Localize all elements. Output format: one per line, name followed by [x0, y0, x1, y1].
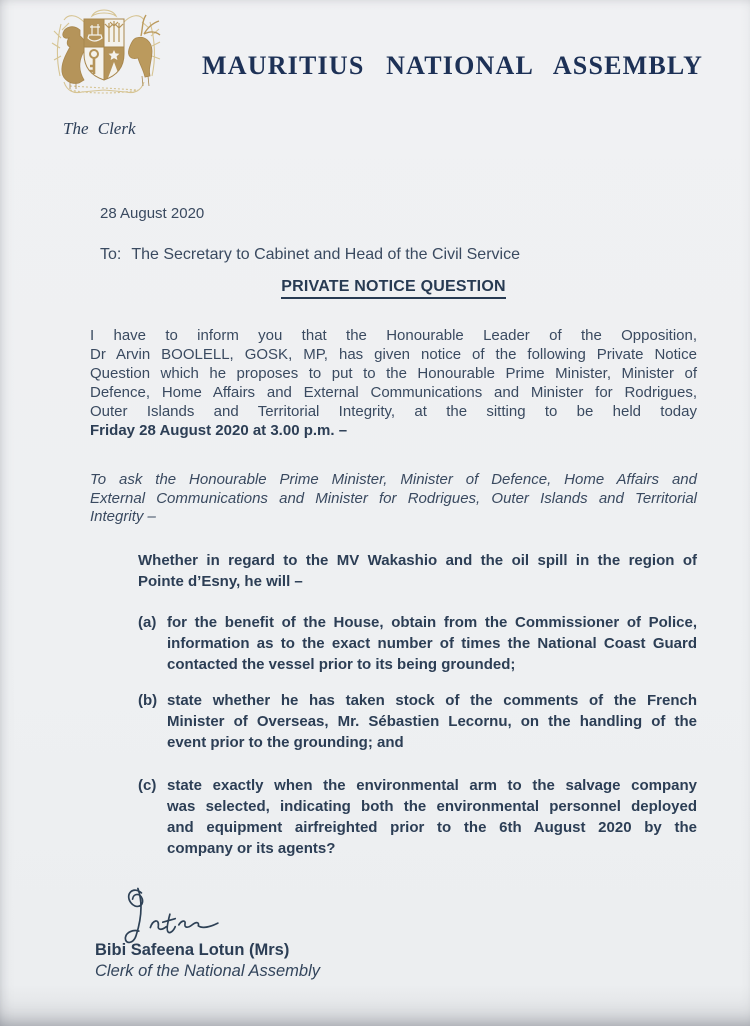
intro-line: Question which he proposes to put to the Honourable Prime Minister, Minister of	[90, 365, 697, 382]
intro-line: Dr Arvin BOOLELL, GOSK, MP, has given notice of the following Private Notice	[90, 346, 697, 363]
question-item-b	[138, 690, 697, 753]
question-lead	[138, 550, 697, 592]
sitting-datetime: Friday 28 August 2020 at 3.00 p.m. –	[90, 422, 348, 439]
intro-line: Outer Islands and Territorial Integrity, at the sitting to be held today	[90, 403, 697, 420]
intro-line: I have to inform you that the Honourable Leader of the Opposition,	[90, 327, 697, 344]
item-line: state whether he has taken stock of the comments of the French	[167, 692, 697, 709]
signature-icon	[110, 884, 228, 948]
item-marker: (b)	[138, 692, 158, 709]
question-item-c	[138, 775, 697, 859]
recipient-line	[100, 246, 520, 264]
lead-line: Pointe d’Esny, he will –	[138, 573, 303, 590]
mauritius-coat-of-arms-icon	[40, 4, 167, 104]
recipient-name: The Secretary to Cabinet and Head of the Civil Service	[131, 246, 520, 263]
ask-paragraph	[90, 471, 697, 527]
question-item-a	[138, 612, 697, 675]
organization-title: MAURITIUS NATIONAL ASSEMBLY	[202, 51, 704, 80]
dodo-supporter-icon	[62, 27, 85, 89]
item-line: state exactly when the environmental arm to the salvage company	[167, 777, 697, 794]
deer-supporter-icon	[128, 15, 160, 86]
ask-line: External Communications and Minister for Rodrigues, Outer Islands and Territorial	[90, 489, 697, 507]
letter-heading: PRIVATE NOTICE QUESTION	[281, 278, 505, 299]
intro-line: Defence, Home Affairs and External Communications and Minister for Rodrigues,	[90, 384, 697, 401]
signatory-title: Clerk of the National Assembly	[95, 962, 320, 980]
item-line: event prior to the grounding; and	[167, 734, 404, 751]
item-marker: (a)	[138, 614, 157, 631]
recipient-prefix: To:	[100, 246, 122, 263]
heading-row	[90, 278, 697, 299]
clerk-label: The Clerk	[63, 119, 136, 138]
signatory-name: Bibi Safeena Lotun (Mrs)	[95, 941, 290, 959]
intro-paragraph	[90, 326, 697, 440]
ask-line: To ask the Honourable Prime Minister, Minister of Defence, Home Affairs and	[90, 471, 697, 488]
item-line: was selected, indicating both the environmental personnel deployed	[167, 798, 697, 815]
shield-icon	[84, 19, 124, 82]
item-line: company or its agents?	[167, 840, 336, 857]
item-marker: (c)	[138, 777, 157, 794]
letter-date: 28 August 2020	[100, 205, 205, 222]
item-line: Minister of Overseas, Mr. Sébastien Lecornu, on the handling of the	[167, 713, 697, 730]
ask-line: Integrity –	[90, 508, 156, 525]
lead-line: Whether in regard to the MV Wakashio and the oil spill in the region of	[138, 552, 697, 569]
item-line: contacted the vessel prior to its being grounded;	[167, 656, 516, 673]
item-line: information as to the exact number of times the National Coast Guard	[167, 635, 697, 652]
item-line: for the benefit of the House, obtain from the Commissioner of Police,	[167, 614, 697, 631]
item-line: and equipment airfreighted prior to the 6th August 2020 by the	[167, 819, 697, 836]
